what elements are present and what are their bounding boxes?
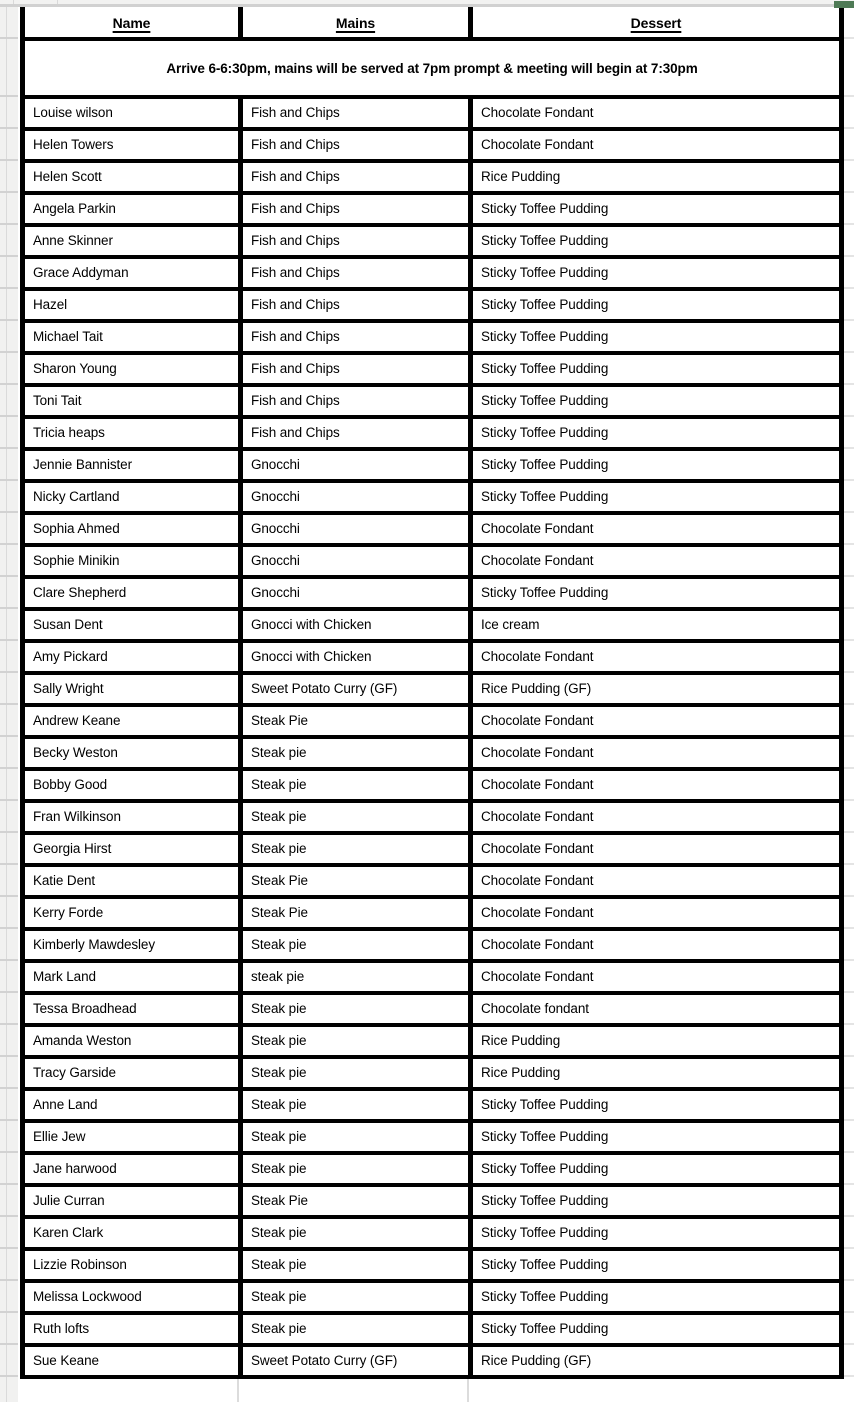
table-row bbox=[23, 1025, 842, 1057]
table-row bbox=[23, 481, 842, 513]
cell-dessert[interactable]: Chocolate Fondant bbox=[471, 865, 842, 897]
cell-dessert[interactable]: Chocolate Fondant bbox=[471, 513, 842, 545]
cell-dessert[interactable]: Sticky Toffee Pudding bbox=[471, 1089, 842, 1121]
cell-main[interactable]: Steak pie bbox=[241, 1025, 471, 1057]
cell-main[interactable]: Steak pie bbox=[241, 1281, 471, 1313]
cell-dessert[interactable]: Rice Pudding bbox=[471, 161, 842, 193]
table-row bbox=[23, 1153, 842, 1185]
table-row bbox=[23, 97, 842, 129]
cell-name[interactable]: Amy Pickard bbox=[23, 641, 241, 673]
cell-dessert[interactable]: Sticky Toffee Pudding bbox=[471, 289, 842, 321]
cell-main[interactable]: Gnocchi bbox=[241, 577, 471, 609]
table-row bbox=[23, 1089, 842, 1121]
table-row bbox=[23, 1217, 842, 1249]
table-row bbox=[23, 1121, 842, 1153]
cell-name[interactable]: Fran Wilkinson bbox=[23, 801, 241, 833]
cell-main[interactable]: Steak Pie bbox=[241, 705, 471, 737]
cell-dessert[interactable]: Sticky Toffee Pudding bbox=[471, 257, 842, 289]
cell-dessert[interactable]: Chocolate Fondant bbox=[471, 961, 842, 993]
cell-name[interactable]: Kerry Forde bbox=[23, 897, 241, 929]
cell-name[interactable]: Susan Dent bbox=[23, 609, 241, 641]
cell-main[interactable]: Fish and Chips bbox=[241, 129, 471, 161]
cell-name[interactable]: Sophia Ahmed bbox=[23, 513, 241, 545]
cell-name[interactable]: Louise wilson bbox=[23, 97, 241, 129]
left-row-gridlines bbox=[0, 95, 18, 1402]
cell-main[interactable]: Gnocchi bbox=[241, 481, 471, 513]
top-margin-cells bbox=[0, 0, 854, 7]
cell-main[interactable]: Steak pie bbox=[241, 1121, 471, 1153]
cell-name[interactable]: Georgia Hirst bbox=[23, 833, 241, 865]
cell-name[interactable]: Bobby Good bbox=[23, 769, 241, 801]
cell-main[interactable]: Steak pie bbox=[241, 1153, 471, 1185]
table-row bbox=[23, 1313, 842, 1345]
cell-name[interactable]: Toni Tait bbox=[23, 385, 241, 417]
cell-name[interactable]: Kimberly Mawdesley bbox=[23, 929, 241, 961]
cell-name[interactable]: Karen Clark bbox=[23, 1217, 241, 1249]
below-column-gridline-1 bbox=[237, 1379, 239, 1402]
cell-dessert[interactable]: Sticky Toffee Pudding bbox=[471, 1313, 842, 1345]
cell-main[interactable]: Fish and Chips bbox=[241, 193, 471, 225]
cell-main[interactable]: Steak pie bbox=[241, 1057, 471, 1089]
cell-name[interactable]: Lizzie Robinson bbox=[23, 1249, 241, 1281]
header-row bbox=[23, 7, 842, 39]
table-row bbox=[23, 993, 842, 1025]
data-rows bbox=[23, 97, 842, 1377]
table-row bbox=[23, 321, 842, 353]
cell-main[interactable]: Steak pie bbox=[241, 1217, 471, 1249]
cell-dessert[interactable]: Ice cream bbox=[471, 609, 842, 641]
table-row bbox=[23, 1057, 842, 1089]
table-row bbox=[23, 897, 842, 929]
table-row bbox=[23, 1281, 842, 1313]
cell-dessert[interactable]: Chocolate Fondant bbox=[471, 769, 842, 801]
cell-name[interactable]: Clare Shepherd bbox=[23, 577, 241, 609]
cell-main[interactable]: Fish and Chips bbox=[241, 385, 471, 417]
cell-dessert[interactable]: Sticky Toffee Pudding bbox=[471, 481, 842, 513]
table-corner-handle[interactable] bbox=[834, 1, 854, 8]
table-row bbox=[23, 161, 842, 193]
cell-name[interactable]: Jennie Bannister bbox=[23, 449, 241, 481]
cell-name[interactable]: Sophie Minikin bbox=[23, 545, 241, 577]
cell-dessert[interactable]: Sticky Toffee Pudding bbox=[471, 1121, 842, 1153]
column-header-dessert[interactable]: Dessert bbox=[471, 7, 842, 39]
cell-main[interactable]: Gnocchi bbox=[241, 545, 471, 577]
cell-name[interactable]: Helen Towers bbox=[23, 129, 241, 161]
cell-dessert[interactable]: Sticky Toffee Pudding bbox=[471, 321, 842, 353]
cell-name[interactable]: Amanda Weston bbox=[23, 1025, 241, 1057]
cell-main[interactable]: Fish and Chips bbox=[241, 97, 471, 129]
column-header-name[interactable]: Name bbox=[23, 7, 241, 39]
cell-dessert[interactable]: Sticky Toffee Pudding bbox=[471, 1217, 842, 1249]
table-row bbox=[23, 449, 842, 481]
cell-name[interactable]: Michael Tait bbox=[23, 321, 241, 353]
cell-dessert[interactable]: Rice Pudding (GF) bbox=[471, 1345, 842, 1377]
cell-name[interactable]: Mark Land bbox=[23, 961, 241, 993]
cell-name[interactable]: Tessa Broadhead bbox=[23, 993, 241, 1025]
cell-name[interactable]: Melissa Lockwood bbox=[23, 1281, 241, 1313]
table-row bbox=[23, 353, 842, 385]
cell-main[interactable]: Gnocchi bbox=[241, 449, 471, 481]
cell-dessert[interactable]: Sticky Toffee Pudding bbox=[471, 417, 842, 449]
cell-name[interactable]: Anne Land bbox=[23, 1089, 241, 1121]
cell-name[interactable]: Grace Addyman bbox=[23, 257, 241, 289]
cell-name[interactable]: Sally Wright bbox=[23, 673, 241, 705]
table-row bbox=[23, 865, 842, 897]
table-row bbox=[23, 737, 842, 769]
cell-dessert[interactable]: Sticky Toffee Pudding bbox=[471, 353, 842, 385]
cell-name[interactable]: Sharon Young bbox=[23, 353, 241, 385]
cell-main[interactable]: Steak pie bbox=[241, 1249, 471, 1281]
cell-name[interactable]: Jane harwood bbox=[23, 1153, 241, 1185]
cell-main[interactable]: Steak pie bbox=[241, 993, 471, 1025]
table-row bbox=[23, 1345, 842, 1377]
cell-dessert[interactable]: Chocolate Fondant bbox=[471, 129, 842, 161]
meal-choices-table bbox=[20, 7, 844, 1379]
table-row bbox=[23, 769, 842, 801]
left-row-gridline-header bbox=[0, 37, 18, 39]
cell-dessert[interactable]: Chocolate Fondant bbox=[471, 897, 842, 929]
cell-name[interactable]: Angela Parkin bbox=[23, 193, 241, 225]
cell-main[interactable]: Steak pie bbox=[241, 929, 471, 961]
cell-name[interactable]: Hazel bbox=[23, 289, 241, 321]
cell-main[interactable]: Fish and Chips bbox=[241, 321, 471, 353]
cell-name[interactable]: Tracy Garside bbox=[23, 1057, 241, 1089]
cell-main[interactable]: Fish and Chips bbox=[241, 289, 471, 321]
table-row bbox=[23, 705, 842, 737]
cell-dessert[interactable]: Sticky Toffee Pudding bbox=[471, 225, 842, 257]
table-row bbox=[23, 801, 842, 833]
table-row bbox=[23, 289, 842, 321]
cell-name[interactable]: Nicky Cartland bbox=[23, 481, 241, 513]
table-row bbox=[23, 193, 842, 225]
table-row bbox=[23, 385, 842, 417]
cell-main[interactable]: Steak pie bbox=[241, 769, 471, 801]
table-row bbox=[23, 961, 842, 993]
table-row bbox=[23, 545, 842, 577]
cell-name[interactable]: Helen Scott bbox=[23, 161, 241, 193]
cell-dessert[interactable]: Chocolate Fondant bbox=[471, 737, 842, 769]
notice-cell[interactable]: Arrive 6-6:30pm, mains will be served at 7pm prompt & meeting will begin at 7:30pm bbox=[23, 39, 842, 97]
cell-main[interactable]: Sweet Potato Curry (GF) bbox=[241, 673, 471, 705]
cell-name[interactable]: Julie Curran bbox=[23, 1185, 241, 1217]
notice-row bbox=[23, 39, 842, 97]
cell-dessert[interactable]: Sticky Toffee Pudding bbox=[471, 193, 842, 225]
cell-name[interactable]: Andrew Keane bbox=[23, 705, 241, 737]
cell-dessert[interactable]: Chocolate Fondant bbox=[471, 833, 842, 865]
table-row bbox=[23, 833, 842, 865]
cell-dessert[interactable]: Chocolate Fondant bbox=[471, 545, 842, 577]
table-row bbox=[23, 417, 842, 449]
cell-dessert[interactable]: Chocolate Fondant bbox=[471, 705, 842, 737]
cell-dessert[interactable]: Sticky Toffee Pudding bbox=[471, 577, 842, 609]
cell-dessert[interactable]: Sticky Toffee Pudding bbox=[471, 1185, 842, 1217]
cell-main[interactable]: Fish and Chips bbox=[241, 225, 471, 257]
cell-main[interactable]: Sweet Potato Curry (GF) bbox=[241, 1345, 471, 1377]
table-row bbox=[23, 673, 842, 705]
table-row bbox=[23, 225, 842, 257]
cell-main[interactable]: Steak pie bbox=[241, 737, 471, 769]
cell-name[interactable]: Ellie Jew bbox=[23, 1121, 241, 1153]
cell-main[interactable]: Gnocci with Chicken bbox=[241, 609, 471, 641]
cell-dessert[interactable]: Chocolate Fondant bbox=[471, 641, 842, 673]
cell-dessert[interactable]: Rice Pudding (GF) bbox=[471, 673, 842, 705]
cell-main[interactable]: Steak pie bbox=[241, 1089, 471, 1121]
cell-dessert[interactable]: Sticky Toffee Pudding bbox=[471, 1249, 842, 1281]
cell-main[interactable]: Steak Pie bbox=[241, 865, 471, 897]
cell-main[interactable]: Fish and Chips bbox=[241, 161, 471, 193]
cell-main[interactable]: Gnocci with Chicken bbox=[241, 641, 471, 673]
cell-main[interactable]: Steak Pie bbox=[241, 897, 471, 929]
table-row bbox=[23, 577, 842, 609]
cell-dessert[interactable]: Chocolate Fondant bbox=[471, 97, 842, 129]
cell-main[interactable]: Steak pie bbox=[241, 1313, 471, 1345]
cell-name[interactable]: Katie Dent bbox=[23, 865, 241, 897]
cell-main[interactable]: steak pie bbox=[241, 961, 471, 993]
cell-dessert[interactable]: Sticky Toffee Pudding bbox=[471, 1153, 842, 1185]
cell-name[interactable]: Ruth lofts bbox=[23, 1313, 241, 1345]
cell-dessert[interactable]: Chocolate fondant bbox=[471, 993, 842, 1025]
cell-main[interactable]: Gnocchi bbox=[241, 513, 471, 545]
below-column-gridline-2 bbox=[467, 1379, 469, 1402]
cell-name[interactable]: Anne Skinner bbox=[23, 225, 241, 257]
cell-name[interactable]: Sue Keane bbox=[23, 1345, 241, 1377]
cell-main[interactable]: Fish and Chips bbox=[241, 417, 471, 449]
table-row bbox=[23, 929, 842, 961]
cell-main[interactable]: Steak pie bbox=[241, 801, 471, 833]
cell-dessert[interactable]: Chocolate Fondant bbox=[471, 929, 842, 961]
top-gridline-2 bbox=[57, 0, 58, 4]
cell-main[interactable]: Fish and Chips bbox=[241, 353, 471, 385]
cell-name[interactable]: Tricia heaps bbox=[23, 417, 241, 449]
cell-dessert[interactable]: Rice Pudding bbox=[471, 1025, 842, 1057]
top-gridline-1 bbox=[13, 0, 14, 4]
table-row bbox=[23, 1185, 842, 1217]
cell-dessert[interactable]: Sticky Toffee Pudding bbox=[471, 385, 842, 417]
cell-dessert[interactable]: Chocolate Fondant bbox=[471, 801, 842, 833]
cell-main[interactable]: Steak Pie bbox=[241, 1185, 471, 1217]
cell-dessert[interactable]: Rice Pudding bbox=[471, 1057, 842, 1089]
cell-main[interactable]: Steak pie bbox=[241, 833, 471, 865]
table-row bbox=[23, 641, 842, 673]
table-row bbox=[23, 609, 842, 641]
table-row bbox=[23, 513, 842, 545]
left-margin-cells bbox=[0, 7, 18, 1402]
column-header-mains[interactable]: Mains bbox=[241, 7, 471, 39]
table-row bbox=[23, 257, 842, 289]
table-row bbox=[23, 1249, 842, 1281]
cell-dessert[interactable]: Sticky Toffee Pudding bbox=[471, 449, 842, 481]
cell-dessert[interactable]: Sticky Toffee Pudding bbox=[471, 1281, 842, 1313]
cell-main[interactable]: Fish and Chips bbox=[241, 257, 471, 289]
table-row bbox=[23, 129, 842, 161]
cell-name[interactable]: Becky Weston bbox=[23, 737, 241, 769]
